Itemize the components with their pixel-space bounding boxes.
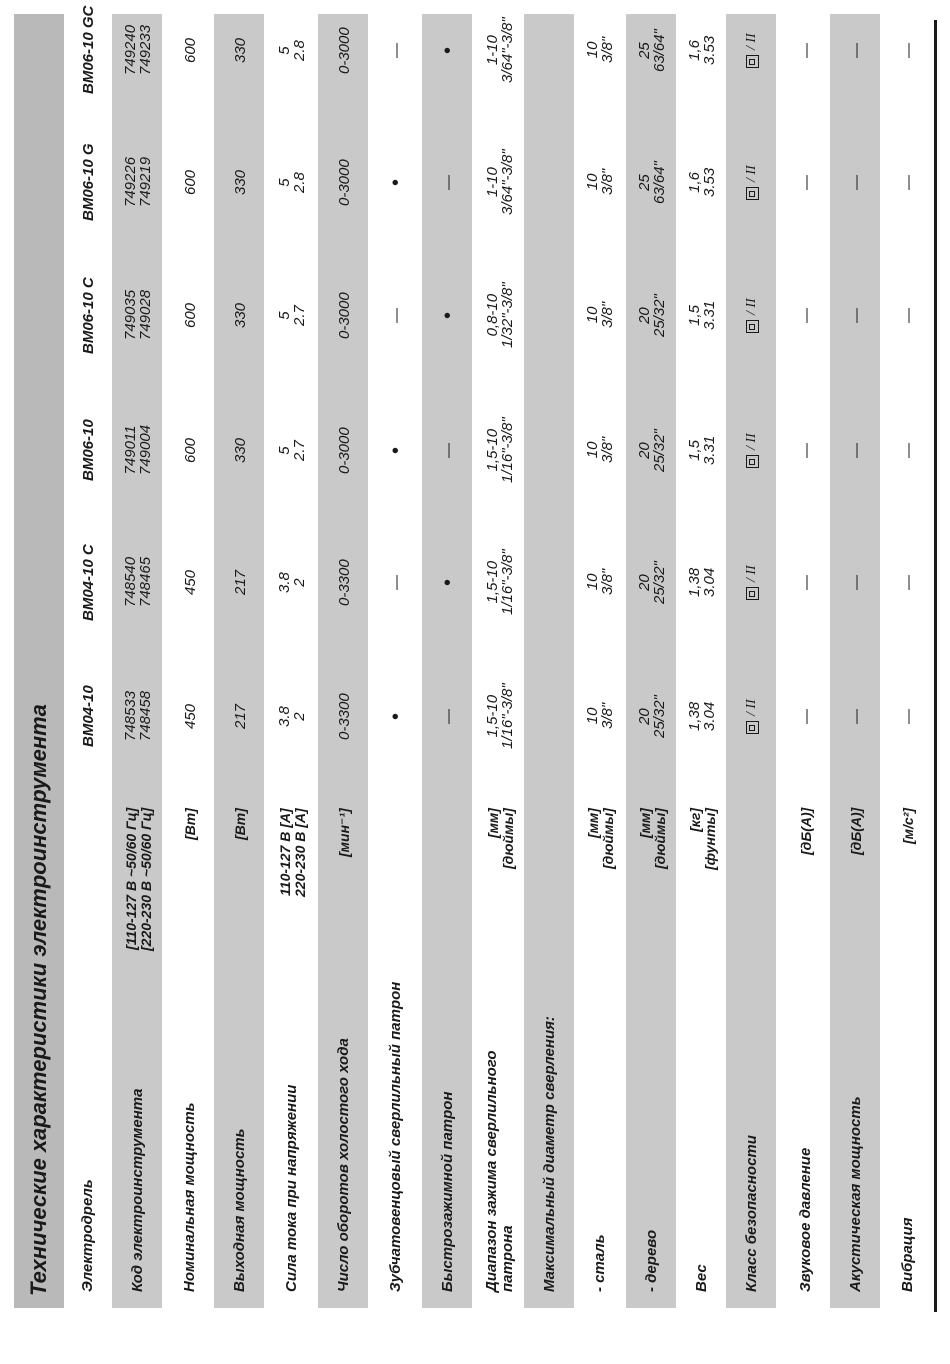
- value-line: 3/8": [599, 301, 616, 328]
- value-line: 3.8: [276, 571, 293, 593]
- row-label-line: Код электроинструмента: [129, 1088, 146, 1292]
- row-label-line: Номинальная мощность: [181, 1102, 198, 1292]
- value-line: 749219: [137, 156, 154, 207]
- safety-class-value: / II: [744, 164, 759, 182]
- value-line: 5: [276, 177, 293, 187]
- value-line: —: [847, 708, 865, 724]
- value-cell: [901, 443, 916, 458]
- value-line: —: [899, 307, 917, 323]
- safety-class-value: / II: [744, 698, 759, 716]
- value-cell: [277, 572, 307, 593]
- value-cell: [687, 35, 717, 64]
- row-unit-line: [дюймы]: [651, 808, 668, 869]
- model-header: BM06-10 GC: [79, 5, 97, 94]
- row-unit: [849, 808, 864, 855]
- value-cell: [687, 435, 717, 464]
- value-line: —: [797, 42, 815, 58]
- value-line: 748465: [137, 556, 154, 607]
- value-line: 3/8": [599, 436, 616, 463]
- row-label: [542, 1016, 558, 1292]
- row-unit: [638, 808, 667, 869]
- value-cell: [901, 175, 916, 190]
- value-line: •: [385, 178, 407, 186]
- value-line: 2.8: [291, 39, 308, 61]
- value-line: 3/8": [599, 702, 616, 729]
- value-cell: [233, 37, 248, 62]
- value-cell: [637, 695, 667, 738]
- value-line: —: [899, 42, 917, 58]
- value-line: 25: [636, 173, 653, 191]
- value-line: 1,6: [686, 39, 703, 61]
- value-line: 1,38: [686, 567, 703, 597]
- value-line: 600: [181, 302, 199, 328]
- row-label-line: Звуковое давление: [797, 1147, 814, 1292]
- value-cell: [337, 427, 352, 474]
- row-label: [644, 1230, 660, 1292]
- value-line: 10: [584, 573, 601, 591]
- value-line: —: [899, 174, 917, 190]
- value-line: 217: [231, 569, 249, 595]
- value-cell: [849, 175, 864, 190]
- row-label-line: Акустическая мощность: [847, 1096, 864, 1292]
- value-line: 1-10: [484, 167, 501, 198]
- value-line: 0-3000: [335, 291, 353, 339]
- value-line: 10: [584, 173, 601, 191]
- value-line: —: [387, 42, 405, 58]
- value-cell: [901, 709, 916, 724]
- row-label-line: Быстрозажимной патрон: [439, 1091, 456, 1292]
- row-unit: [183, 808, 198, 840]
- value-cell: [485, 683, 515, 749]
- value-line: 25/32": [651, 694, 668, 738]
- value-cell: [389, 43, 404, 58]
- value-line: 25: [636, 41, 653, 59]
- value-cell: [438, 46, 458, 53]
- value-line: 450: [181, 703, 199, 729]
- safety-class-cell: [744, 699, 760, 734]
- value-cell: [637, 294, 667, 337]
- value-line: —: [899, 442, 917, 458]
- value-line: —: [439, 708, 457, 724]
- value-cell: [183, 302, 198, 327]
- value-line: 1,5: [686, 304, 703, 326]
- value-cell: [637, 561, 667, 604]
- double-insulation-icon: [746, 587, 759, 600]
- value-line: 749035: [122, 289, 139, 340]
- row-label-line: Зубчатовенцовый сверлильный патрон: [387, 981, 404, 1292]
- value-line: 1,5-10: [484, 694, 501, 738]
- value-line: 330: [231, 437, 249, 463]
- safety-class-cell: [744, 565, 760, 600]
- value-line: 749011: [122, 425, 139, 475]
- row-unit-line: [м/с²]: [899, 807, 916, 844]
- row-label: [130, 1089, 146, 1292]
- value-cell: [386, 446, 406, 453]
- value-cell: [233, 437, 248, 462]
- value-cell: [123, 691, 153, 741]
- value-line: 749226: [122, 156, 139, 207]
- value-line: —: [847, 307, 865, 323]
- value-cell: [389, 575, 404, 590]
- value-line: 1,5: [686, 439, 703, 461]
- row-unit-line: [дБ(A)]: [797, 807, 814, 855]
- value-line: 749240: [122, 24, 139, 75]
- value-line: —: [797, 708, 815, 724]
- model-header: BM06-10: [79, 419, 97, 481]
- value-cell: [637, 429, 667, 472]
- row-unit: [901, 808, 916, 844]
- value-cell: [337, 559, 352, 606]
- row-label: [592, 1234, 608, 1292]
- safety-class-value: / II: [744, 32, 759, 50]
- row-label-line: Максимальный диаметр сверления:: [541, 1016, 558, 1292]
- value-cell: [687, 300, 717, 329]
- value-line: —: [797, 574, 815, 590]
- row-label: [284, 1085, 300, 1292]
- value-line: —: [899, 708, 917, 724]
- row-unit-line: [Вт]: [181, 808, 198, 840]
- value-cell: [485, 149, 515, 215]
- value-line: 3/64"-3/8": [499, 17, 516, 83]
- value-line: 3.8: [276, 705, 293, 727]
- value-line: 217: [231, 703, 249, 729]
- value-line: 749233: [137, 24, 154, 75]
- value-line: —: [387, 307, 405, 323]
- double-insulation-icon: [746, 721, 759, 734]
- value-line: 3/8": [599, 168, 616, 195]
- value-line: 330: [231, 302, 249, 328]
- value-line: 600: [181, 437, 199, 463]
- value-line: 1-10: [484, 35, 501, 66]
- row-unit-line: [дБ(A)]: [847, 807, 864, 855]
- model-header: BM04-10 C: [79, 543, 97, 621]
- row-unit: [486, 808, 515, 869]
- value-cell: [901, 575, 916, 590]
- double-insulation-icon: [746, 55, 759, 68]
- row-label: [80, 1179, 96, 1292]
- row-unit-line: [мин⁻¹]: [335, 808, 352, 857]
- value-line: 748458: [137, 690, 154, 741]
- row-unit-line: [кг]: [686, 807, 703, 832]
- value-cell: [277, 706, 307, 727]
- value-line: —: [847, 42, 865, 58]
- value-cell: [585, 703, 615, 729]
- value-line: •: [385, 712, 407, 720]
- value-cell: [441, 443, 456, 458]
- row-unit: [337, 808, 352, 857]
- value-line: 3.53: [701, 35, 718, 65]
- double-insulation-icon: [746, 455, 759, 468]
- value-cell: [585, 37, 615, 63]
- row-band: [626, 14, 676, 1308]
- value-line: 63/64": [651, 160, 668, 204]
- value-cell: [337, 27, 352, 74]
- double-insulation-icon: [746, 187, 759, 200]
- value-cell: [485, 549, 515, 615]
- value-line: 20: [636, 306, 653, 324]
- value-line: 1,6: [686, 171, 703, 193]
- value-cell: [233, 302, 248, 327]
- value-line: 748533: [122, 690, 139, 741]
- value-cell: [337, 292, 352, 339]
- safety-class-value: / II: [744, 432, 759, 450]
- value-line: 1,5-10: [484, 560, 501, 604]
- value-line: 25/32": [651, 560, 668, 604]
- value-line: 5: [276, 45, 293, 55]
- value-line: 5: [276, 310, 293, 320]
- value-cell: [438, 578, 458, 585]
- value-line: —: [847, 442, 865, 458]
- value-line: •: [437, 578, 459, 586]
- value-cell: [585, 437, 615, 463]
- value-line: 3/64"-3/8": [499, 149, 516, 215]
- value-line: 3/8": [599, 568, 616, 595]
- value-line: 1/32"-3/8": [499, 282, 516, 348]
- value-cell: [687, 167, 717, 196]
- value-cell: [123, 557, 153, 607]
- value-cell: [799, 308, 814, 323]
- row-label: [440, 1091, 456, 1292]
- value-line: 1,38: [686, 701, 703, 731]
- value-line: 330: [231, 37, 249, 63]
- model-header: BM04-10: [79, 685, 97, 747]
- value-line: —: [439, 442, 457, 458]
- value-line: 0-3300: [335, 558, 353, 606]
- value-line: 450: [181, 569, 199, 595]
- value-line: 2.7: [291, 304, 308, 326]
- value-cell: [485, 417, 515, 483]
- value-cell: [485, 282, 515, 348]
- value-cell: [901, 308, 916, 323]
- value-line: 1/16"-3/8": [499, 683, 516, 749]
- row-label: [232, 1128, 248, 1292]
- safety-class-value: / II: [744, 564, 759, 582]
- row-label-line: Вес: [693, 1264, 710, 1292]
- value-line: 10: [584, 41, 601, 59]
- value-cell: [849, 575, 864, 590]
- value-cell: [277, 40, 307, 61]
- value-line: 600: [181, 37, 199, 63]
- row-label-line: патрона: [498, 1225, 516, 1292]
- row-label: [848, 1096, 864, 1292]
- value-cell: [277, 440, 307, 461]
- value-cell: [849, 43, 864, 58]
- row-unit-line: [дюймы]: [499, 808, 516, 869]
- safety-class-cell: [744, 433, 760, 468]
- value-cell: [585, 569, 615, 595]
- value-cell: [386, 712, 406, 719]
- value-cell: [123, 290, 153, 340]
- value-cell: [123, 425, 153, 475]
- row-unit-line: [мм]: [484, 808, 501, 839]
- row-label: [900, 1218, 916, 1292]
- value-line: —: [797, 307, 815, 323]
- value-cell: [799, 709, 814, 724]
- value-line: 2: [291, 577, 308, 587]
- value-cell: [441, 175, 456, 190]
- safety-class-cell: [744, 33, 760, 68]
- value-line: 1,5-10: [484, 428, 501, 472]
- value-cell: [233, 169, 248, 194]
- value-line: 3.31: [701, 435, 718, 465]
- value-cell: [687, 567, 717, 596]
- value-cell: [585, 302, 615, 328]
- double-insulation-icon: [746, 320, 759, 333]
- value-line: 3/8": [599, 36, 616, 63]
- value-line: 0-3000: [335, 158, 353, 206]
- row-unit-line: [110-127 В ~50/60 Гц]: [122, 807, 139, 950]
- value-cell: [183, 37, 198, 62]
- row-label-line: - дерево: [643, 1229, 660, 1292]
- value-cell: [799, 575, 814, 590]
- value-cell: [183, 569, 198, 594]
- value-line: —: [797, 442, 815, 458]
- value-line: —: [439, 174, 457, 190]
- row-band: [214, 14, 264, 1308]
- value-line: 749028: [137, 289, 154, 340]
- value-line: 1/16"-3/8": [499, 417, 516, 483]
- row-unit: [688, 808, 717, 870]
- value-cell: [799, 43, 814, 58]
- value-line: 3.04: [701, 567, 718, 597]
- value-cell: [637, 29, 667, 72]
- value-line: 20: [636, 441, 653, 459]
- value-cell: [277, 172, 307, 193]
- value-cell: [849, 308, 864, 323]
- value-line: •: [437, 46, 459, 54]
- value-line: —: [899, 574, 917, 590]
- value-line: •: [437, 311, 459, 319]
- value-cell: [183, 703, 198, 728]
- value-line: 5: [276, 445, 293, 455]
- row-unit-line: [220-230 В ~50/60 Гц]: [137, 807, 154, 951]
- value-line: 1/16"-3/8": [499, 549, 516, 615]
- row-label: [388, 982, 404, 1292]
- value-cell: [183, 437, 198, 462]
- row-label: [798, 1148, 814, 1292]
- value-cell: [849, 709, 864, 724]
- safety-class-cell: [744, 298, 760, 333]
- row-label-line: Вибрация: [899, 1217, 916, 1292]
- row-label: [336, 1038, 352, 1292]
- row-label-line: - сталь: [591, 1234, 608, 1292]
- value-line: 2: [291, 711, 308, 721]
- value-line: 63/64": [651, 28, 668, 72]
- row-unit-line: 110-127 В [А]: [276, 808, 293, 896]
- model-header: BM06-10 G: [79, 143, 97, 221]
- value-line: 748540: [122, 556, 139, 607]
- value-line: •: [385, 446, 407, 454]
- row-unit-line: [мм]: [636, 808, 653, 839]
- row-unit: [233, 808, 248, 840]
- row-unit: [586, 808, 615, 869]
- value-cell: [277, 305, 307, 326]
- row-unit: [799, 808, 814, 855]
- value-line: 749004: [137, 424, 154, 475]
- row-unit-line: [мм]: [584, 808, 601, 839]
- row-label: [182, 1102, 198, 1292]
- table-title: Технические характеристики электроинструмента: [26, 704, 51, 1296]
- row-label: [694, 1264, 710, 1292]
- value-cell: [799, 443, 814, 458]
- value-cell: [799, 175, 814, 190]
- value-line: —: [847, 574, 865, 590]
- row-band: [726, 14, 776, 1308]
- row-label: [484, 1050, 516, 1292]
- value-line: —: [797, 174, 815, 190]
- value-line: 0-3000: [335, 26, 353, 74]
- value-cell: [233, 703, 248, 728]
- value-cell: [183, 169, 198, 194]
- value-cell: [585, 169, 615, 195]
- value-cell: [337, 693, 352, 740]
- row-unit-line: 220-230 В [А]: [291, 808, 308, 897]
- row-unit-line: [дюймы]: [599, 808, 616, 869]
- value-cell: [123, 157, 153, 207]
- value-cell: [233, 569, 248, 594]
- value-line: —: [387, 574, 405, 590]
- value-line: 10: [584, 306, 601, 324]
- value-line: 0-3000: [335, 426, 353, 474]
- row-unit-line: [фунты]: [701, 807, 718, 870]
- row-unit-line: [Вт]: [231, 808, 248, 840]
- table-bottom-rule: [934, 20, 937, 1312]
- value-cell: [438, 311, 458, 318]
- row-label: [744, 1135, 760, 1292]
- value-line: 3.31: [701, 300, 718, 330]
- value-cell: [485, 17, 515, 83]
- value-cell: [637, 161, 667, 204]
- value-line: 0,8-10: [484, 293, 501, 337]
- value-line: 2.8: [291, 171, 308, 193]
- value-cell: [386, 178, 406, 185]
- value-cell: [687, 701, 717, 730]
- row-label-line: Электродрель: [79, 1179, 96, 1292]
- safety-class-value: / II: [744, 297, 759, 315]
- value-cell: [849, 443, 864, 458]
- row-unit: [278, 808, 307, 897]
- value-line: —: [847, 174, 865, 190]
- value-line: 10: [584, 441, 601, 459]
- value-line: 0-3300: [335, 692, 353, 740]
- row-unit: [124, 808, 153, 951]
- value-line: 600: [181, 169, 199, 195]
- row-label-line: Выходная мощность: [231, 1128, 248, 1292]
- safety-class-cell: [744, 165, 760, 200]
- value-line: 10: [584, 707, 601, 725]
- value-line: 25/32": [651, 428, 668, 472]
- value-line: 25/32": [651, 293, 668, 337]
- value-cell: [441, 709, 456, 724]
- value-cell: [389, 308, 404, 323]
- value-line: 330: [231, 169, 249, 195]
- value-cell: [123, 25, 153, 75]
- value-cell: [901, 43, 916, 58]
- row-label-line: Диапазон зажима сверлильного: [483, 1050, 500, 1292]
- value-line: 20: [636, 573, 653, 591]
- row-label-line: Число оборотов холостого хода: [335, 1038, 352, 1292]
- value-line: 3.04: [701, 701, 718, 731]
- value-line: 20: [636, 707, 653, 725]
- model-header: BM06-10 C: [79, 276, 97, 354]
- row-label-line: Сила тока при напряжении: [283, 1084, 300, 1292]
- row-label-line: Класс безопасности: [743, 1135, 760, 1292]
- value-line: 3.53: [701, 167, 718, 197]
- value-cell: [337, 159, 352, 206]
- value-line: 2.7: [291, 439, 308, 461]
